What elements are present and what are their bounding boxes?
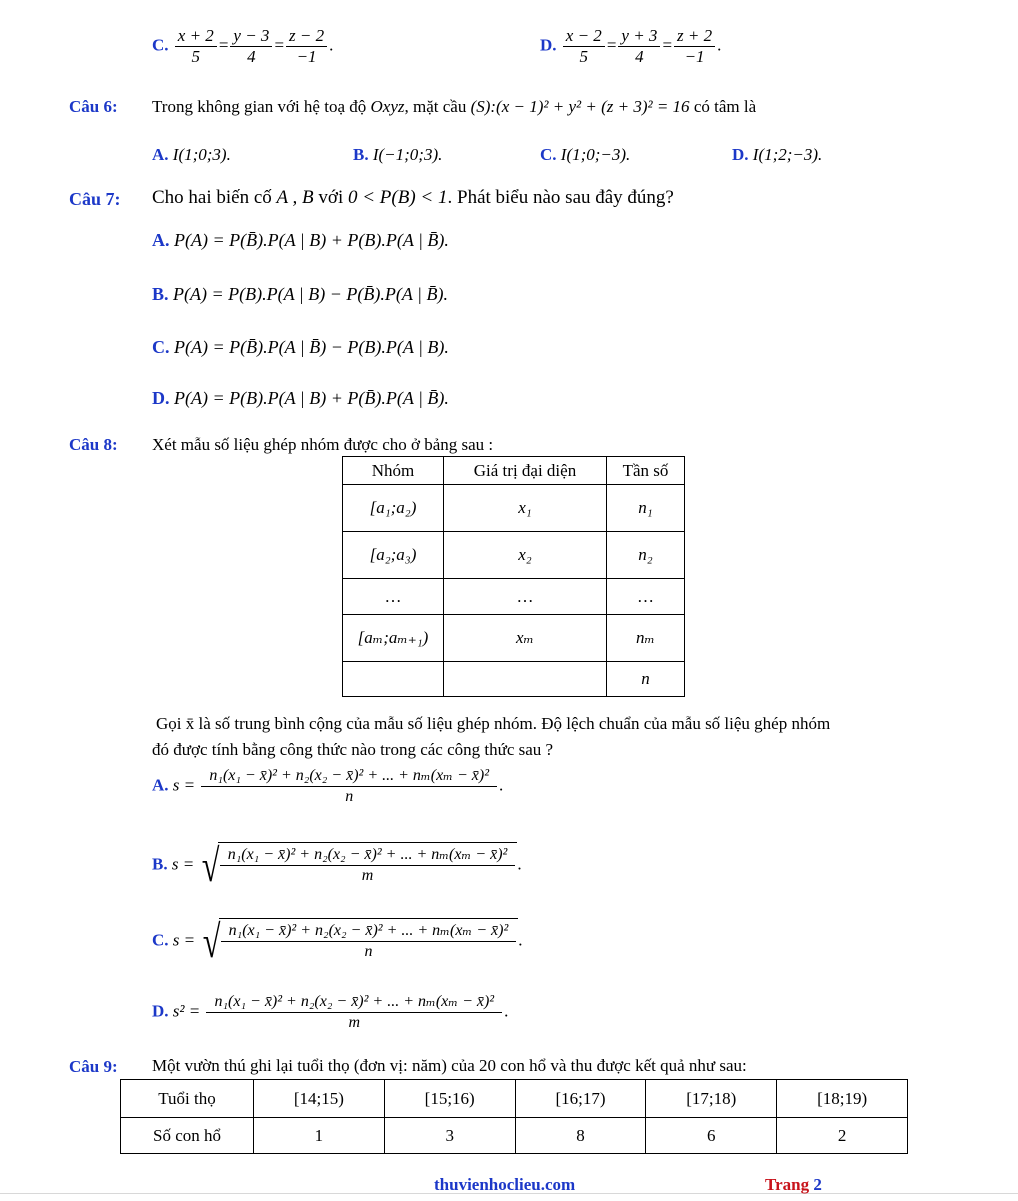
formula-lhs: s =	[172, 775, 196, 795]
formula-numerator: n₁(x₁ − x̄)² + n₂(x₂ − x̄)² + ... + nₘ(xₘ − x̄)²	[206, 992, 502, 1013]
table-cell: [aₘ;aₘ₊₁)	[343, 615, 444, 662]
fraction-denominator: −1	[684, 47, 705, 66]
table-cell: x₂	[444, 532, 607, 579]
table-cell: [15;16)	[384, 1080, 515, 1118]
option-label: C.	[152, 35, 169, 55]
option-label: C.	[152, 337, 170, 357]
text: có tâm là	[693, 97, 757, 116]
table-row	[121, 1118, 908, 1154]
period: .	[329, 35, 334, 55]
q7-option-d	[152, 388, 449, 409]
table-row	[343, 615, 685, 662]
option-text: P(A) = P(B̄).P(A | B) + P(B).P(A | B̄).	[174, 230, 449, 250]
question-9-text: Một vườn thú ghi lại tuổi thọ (đơn vị: năm) của 20 con hổ và thu được kết quả như sau:	[152, 1056, 747, 1075]
footer-site-link[interactable]: thuvienhoclieu.com	[434, 1175, 576, 1194]
option-label: D.	[152, 388, 170, 408]
question-8-text: Xét mẫu số liệu ghép nhóm được cho ở bảng sau :	[152, 435, 494, 454]
table-row	[343, 662, 685, 697]
formula-numerator: n₁(x₁ − x̄)² + n₂(x₂ − x̄)² + ... + nₘ(xₘ − x̄)²	[220, 845, 516, 866]
option-text: I(1;2;−3).	[752, 145, 823, 164]
fraction-denominator: 4	[635, 47, 644, 66]
option-label: A.	[152, 145, 169, 164]
q8-paragraph-line1: Gọi x̄ là số trung bình cộng của mẫu số liệu ghép nhóm. Độ lệch chuẩn của mẫu số liệu ghép nhóm	[156, 714, 831, 733]
fraction-numerator: x − 2	[563, 26, 605, 47]
period: .	[717, 35, 722, 55]
q8-option-a: A. s = $\frac{\text{n₁(x₁ − x̄)² + n₂(x₂ − x̄)² + ... + nₘ(xₘ − x̄)²}}{n}$ .	[152, 767, 504, 805]
table-cell: …	[343, 579, 444, 615]
table-cell: Tuổi thọ	[121, 1080, 254, 1118]
q6-option-b	[353, 145, 442, 165]
question-7-text	[152, 187, 674, 209]
fraction-numerator: y − 3	[230, 26, 272, 47]
table-cell: [18;19)	[777, 1080, 908, 1118]
fraction-denominator: 5	[579, 47, 589, 66]
q5-option-d: D. $\frac{x - 2}{5}$ = $\frac{y + 3}{4}$ = $\frac{z + 2}{-1}$ .	[540, 26, 722, 66]
table-cell: n₁	[607, 485, 685, 532]
q8-option-c: C. s = √ $\frac{\text{n₁(x₁ − x̄)² + n₂(x₂ − x̄)² + ... + nₘ(xₘ − x̄)²}}{n}$ .	[152, 915, 523, 967]
page-num: 2	[813, 1175, 822, 1194]
q6-option-a	[152, 145, 231, 165]
table-cell	[343, 662, 444, 697]
option-label: C.	[540, 145, 557, 164]
table-header: Giá trị đại diện	[444, 457, 607, 485]
q7-option-a	[152, 230, 449, 251]
table-header: Nhóm	[343, 457, 444, 485]
math: A , B	[276, 187, 314, 208]
formula-denominator: n	[364, 943, 373, 960]
option-text: I(1;0;3).	[172, 145, 231, 164]
formula-denominator: m	[361, 867, 374, 884]
tiger-age-table	[120, 1079, 908, 1154]
fraction-denominator: 5	[191, 47, 201, 66]
table-cell: xₘ	[444, 615, 607, 662]
option-label: C.	[152, 930, 169, 950]
option-label: A.	[152, 230, 170, 250]
sqrt-symbol: √	[202, 839, 220, 891]
q6-option-d	[732, 145, 822, 165]
formula-denominator: m	[348, 1014, 361, 1031]
text: . Phát biểu nào sau đây đúng?	[447, 187, 674, 208]
grouped-data-table	[342, 456, 685, 697]
sqrt-symbol: √	[203, 915, 221, 967]
formula-numerator: n₁(x₁ − x̄)² + n₂(x₂ − x̄)² + ... + nₘ(xₘ − x̄)²	[221, 921, 517, 942]
table-cell: …	[607, 579, 685, 615]
option-label: A.	[152, 775, 169, 795]
formula-lhs: s =	[172, 930, 196, 950]
q6-option-c	[540, 145, 630, 165]
table-cell: [a₂;a₃)	[343, 532, 444, 579]
table-cell: x₁	[444, 485, 607, 532]
formula-numerator: n₁(x₁ − x̄)² + n₂(x₂ − x̄)² + ... + nₘ(xₘ − x̄)²	[201, 766, 497, 787]
table-cell: Số con hổ	[121, 1118, 254, 1154]
formula-lhs: s =	[171, 854, 195, 874]
option-text: P(A) = P(B̄).P(A | B̄) − P(B).P(A | B).	[174, 337, 449, 357]
fraction-denominator: −1	[296, 47, 317, 66]
text: , mặt cầu	[404, 97, 467, 116]
table-cell: 2	[777, 1118, 908, 1154]
table-cell: nₘ	[607, 615, 685, 662]
math: 0 < P(B) < 1	[347, 187, 448, 208]
table-cell: n₂	[607, 532, 685, 579]
q8-option-b: B. s = √ $\frac{\text{n₁(x₁ − x̄)² + n₂(x₂ − x̄)² + ... + nₘ(xₘ − x̄)²}}{m}$ .	[152, 839, 522, 891]
option-label: B.	[353, 145, 369, 164]
option-label: D.	[152, 1001, 169, 1021]
table-cell: [17;18)	[646, 1080, 777, 1118]
option-text: P(A) = P(B).P(A | B) − P(B̄).P(A | B̄).	[173, 284, 448, 304]
table-cell: 8	[515, 1118, 646, 1154]
q8-paragraph-line2: đó được tính bằng công thức nào trong các công thức sau ?	[152, 740, 554, 759]
fraction-denominator: 4	[247, 47, 256, 66]
page-prefix: Trang	[765, 1175, 810, 1194]
question-6-text	[152, 97, 756, 117]
table-cell: 3	[384, 1118, 515, 1154]
table-cell: n	[607, 662, 685, 697]
table-cell	[444, 662, 607, 697]
formula-denominator: n	[345, 788, 354, 805]
table-cell: 1	[254, 1118, 385, 1154]
table-cell: …	[444, 579, 607, 615]
q5-option-c: C. $\frac{x + 2}{5}$ = $\frac{y - 3}{4}$ = $\frac{z - 2}{-1}$ .	[152, 26, 334, 66]
question-7-label: Câu 7:	[69, 189, 121, 209]
table-cell: [14;15)	[254, 1080, 385, 1118]
question-6-label: Câu 6:	[69, 97, 118, 116]
question-9-label: Câu 9:	[69, 1057, 118, 1076]
table-header-row	[343, 457, 685, 485]
fraction-numerator: y + 3	[618, 26, 660, 47]
q7-option-b	[152, 284, 448, 305]
q8-option-d: D. s² = $\frac{\text{n₁(x₁ − x̄)² + n₂(x₂ − x̄)² + ... + nₘ(xₘ − x̄)²}}{m}$ .	[152, 993, 509, 1031]
table-row	[343, 532, 685, 579]
text: Cho hai biến cố	[152, 187, 272, 208]
question-8-label: Câu 8:	[69, 435, 118, 454]
fraction-numerator: z − 2	[286, 26, 327, 47]
table-cell: [a₁;a₂)	[343, 485, 444, 532]
text: Trong không gian với hệ toạ độ	[152, 97, 367, 116]
math: Oxyz	[370, 97, 405, 116]
table-header: Tần số	[607, 457, 685, 485]
table-cell: [16;17)	[515, 1080, 646, 1118]
option-label: B.	[152, 284, 169, 304]
fraction-numerator: x + 2	[175, 26, 217, 47]
q7-option-c	[152, 337, 449, 358]
formula-lhs: s² =	[172, 1001, 201, 1021]
option-text: P(A) = P(B).P(A | B) + P(B̄).P(A | B̄).	[174, 388, 449, 408]
table-cell: 6	[646, 1118, 777, 1154]
option-label: B.	[152, 854, 168, 874]
option-text: I(−1;0;3).	[372, 145, 443, 164]
fraction-numerator: z + 2	[674, 26, 715, 47]
option-label: D.	[540, 35, 557, 55]
table-row	[343, 485, 685, 532]
equation: (S):(x − 1)² + y² + (z + 3)² = 16	[470, 97, 690, 116]
table-row	[343, 579, 685, 615]
footer-page-number	[765, 1175, 822, 1195]
text: với	[318, 187, 344, 208]
option-text: I(1;0;−3).	[560, 145, 631, 164]
table-row	[121, 1080, 908, 1118]
option-label: D.	[732, 145, 749, 164]
